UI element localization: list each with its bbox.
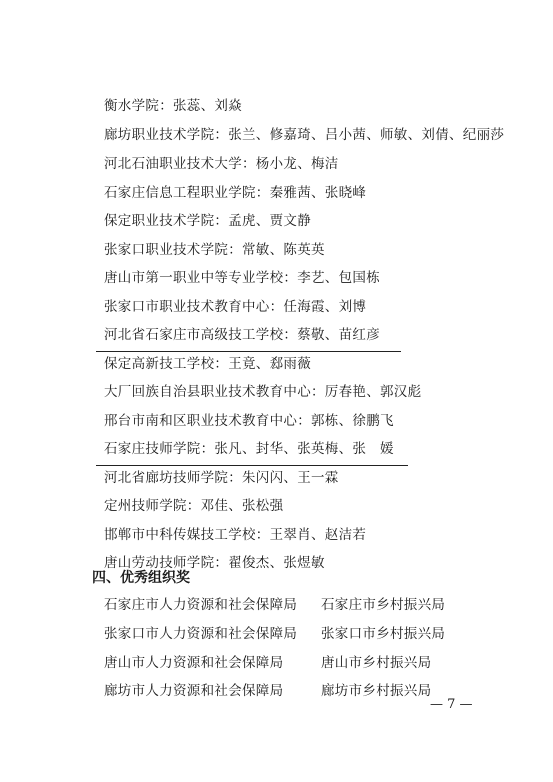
- award-left: 廊坊市人力资源和社会保障局: [104, 683, 284, 699]
- entry-line: 张家口市职业技术教育中心：任海霞、刘博: [104, 299, 367, 315]
- award-right: 唐山市乡村振兴局: [321, 655, 432, 671]
- entry-line: 张家口职业技术学院：常敏、陈英英: [104, 242, 325, 258]
- award-right: 张家口市乡村振兴局: [321, 626, 446, 642]
- award-left: 石家庄市人力资源和社会保障局: [104, 597, 298, 613]
- entry-line: 保定职业技术学院：孟虎、贾文静: [104, 213, 311, 229]
- entry-line: 衡水学院：张蕊、刘焱: [104, 98, 242, 114]
- entry-line: 邯郸市中科传媒技工学校：王翠肖、赵洁若: [104, 527, 367, 543]
- entry-line: 保定高新技工学校：王竟、郄雨薇: [104, 356, 311, 372]
- entry-line: 邢台市南和区职业技术教育中心：郭栋、徐鹏飞: [104, 413, 394, 429]
- entry-line: 石家庄技师学院：张凡、封华、张英梅、张 媛: [104, 441, 394, 457]
- entry-line: 河北省廊坊技师学院：朱闪闪、王一霖: [104, 470, 339, 486]
- award-right: 石家庄市乡村振兴局: [321, 597, 446, 613]
- entry-line: 大厂回族自治县职业技术教育中心：厉春艳、郭汉彪: [104, 384, 422, 400]
- entry-line: 河北省石家庄市高级技工学校：蔡敬、苗红彦: [104, 327, 380, 343]
- underline-rule: [96, 351, 401, 352]
- entry-line: 河北石油职业技术大学：杨小龙、梅洁: [104, 156, 339, 172]
- underline-rule: [96, 465, 408, 466]
- entry-line: 石家庄信息工程职业学院：秦雅茜、张晓峰: [104, 185, 367, 201]
- page-number: — 7 —: [430, 697, 473, 712]
- award-left: 唐山市人力资源和社会保障局: [104, 655, 284, 671]
- entry-line: 唐山市第一职业中等专业学校：李艺、包国栋: [104, 270, 380, 286]
- award-right: 廊坊市乡村振兴局: [321, 683, 432, 699]
- entry-line: 定州技师学院：邓佳、张松强: [104, 498, 284, 514]
- award-left: 张家口市人力资源和社会保障局: [104, 626, 298, 642]
- section-heading: 四、优秀组织奖: [92, 570, 190, 586]
- entry-line: 廊坊职业技术学院：张兰、修嘉琦、吕小茜、师敏、刘倩、纪丽莎: [104, 127, 505, 143]
- entry-line: 唐山劳动技师学院：翟俊杰、张煜敏: [104, 555, 325, 571]
